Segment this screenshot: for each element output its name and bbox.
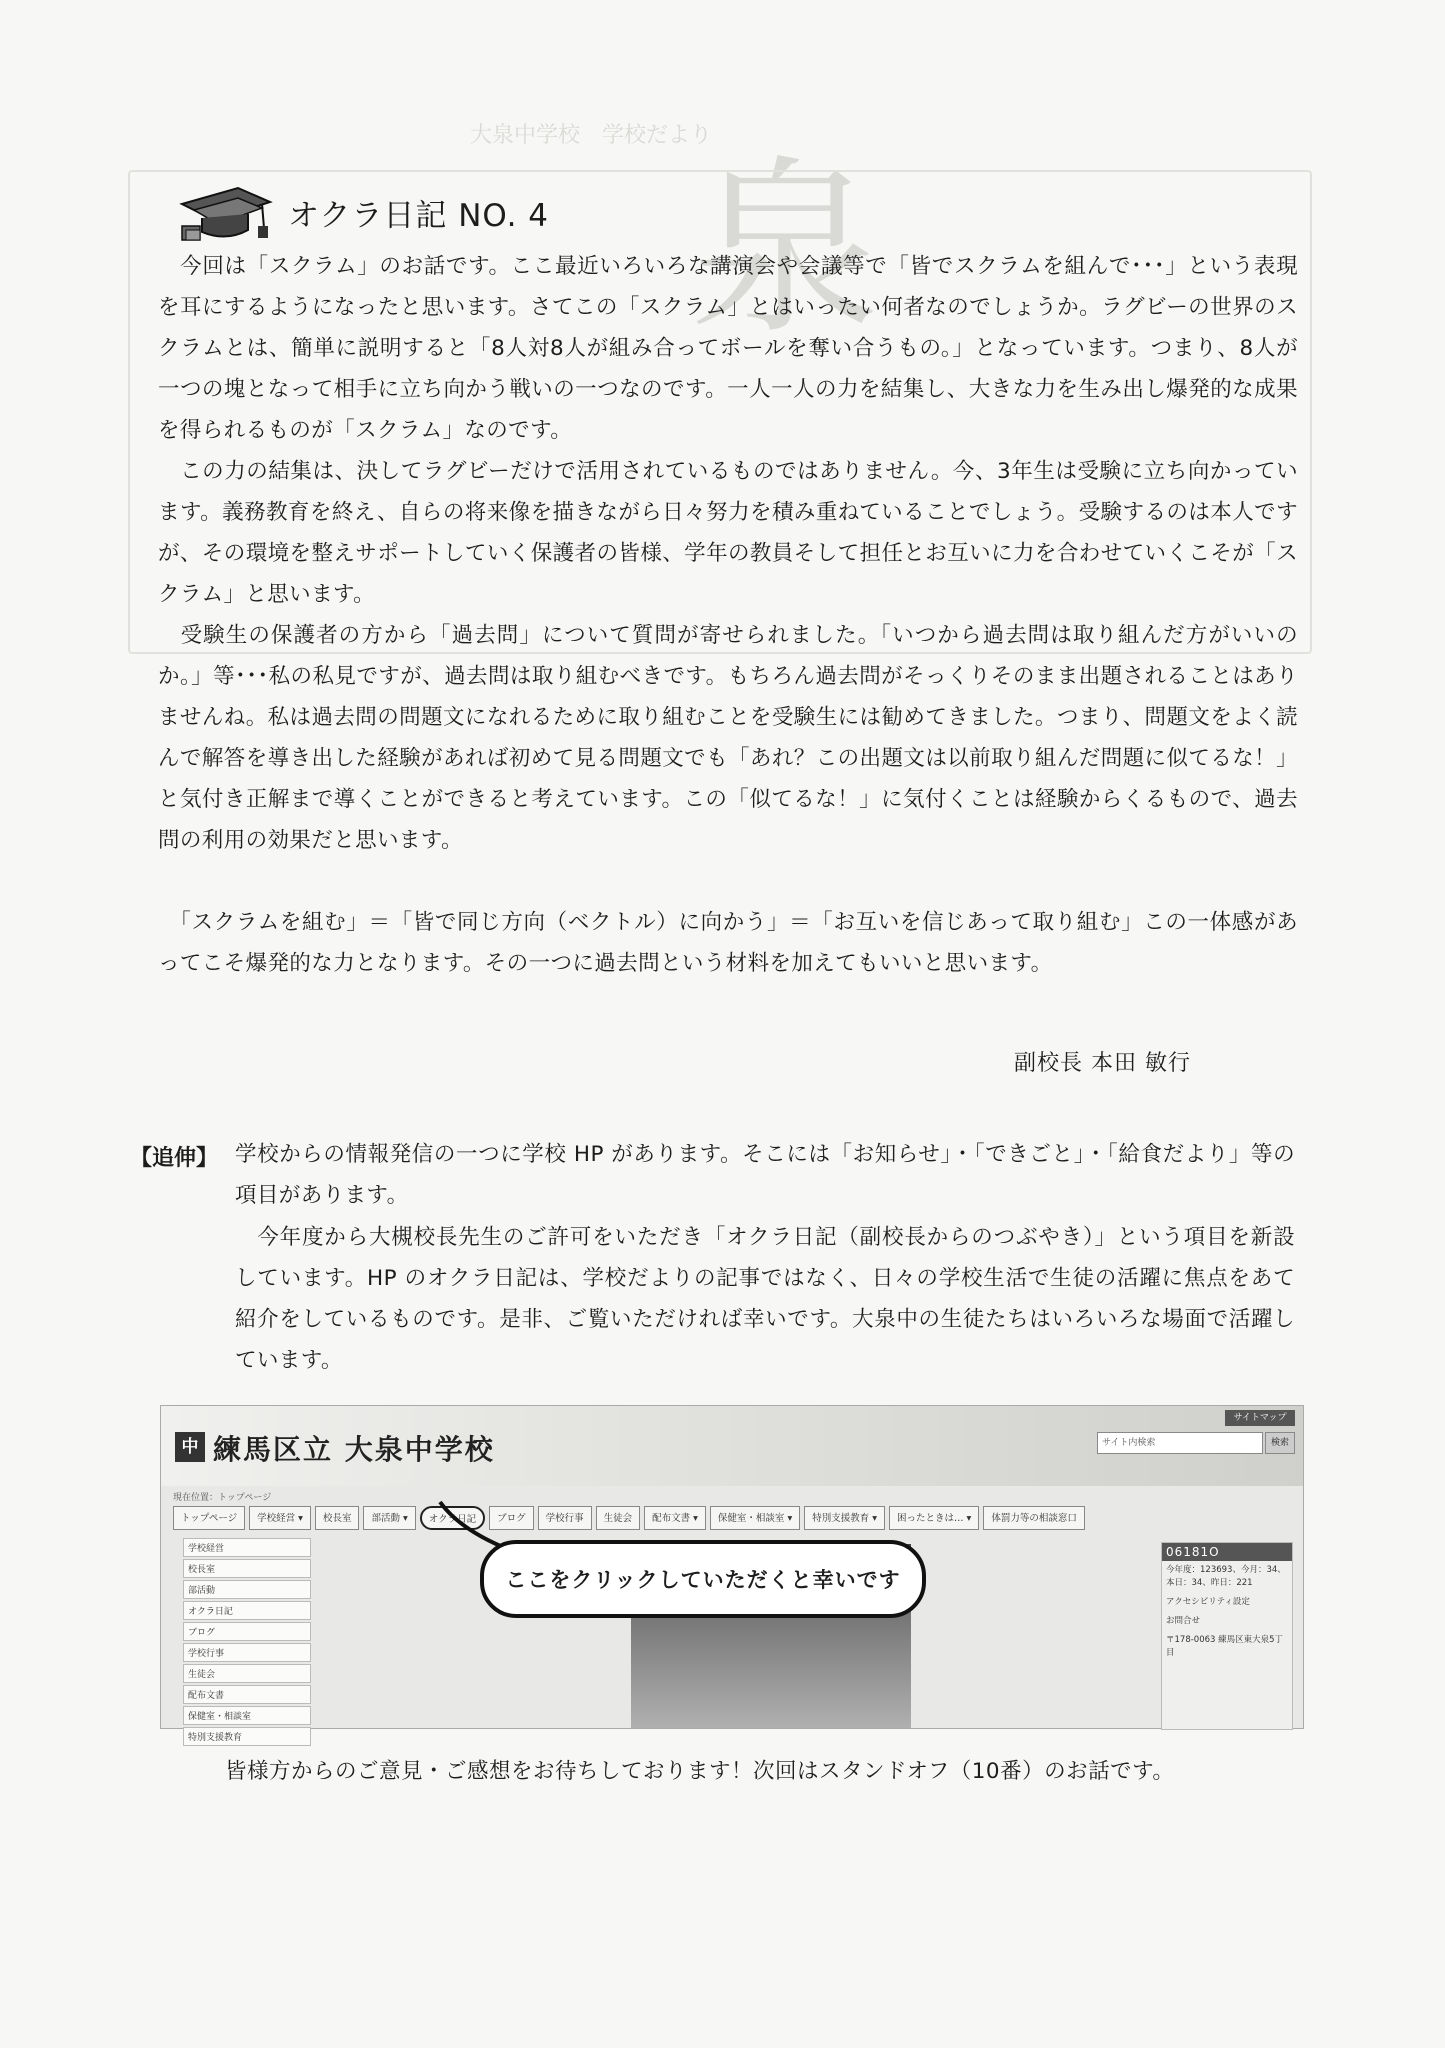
breadcrumb: 現在位置：トップページ bbox=[173, 1493, 272, 1503]
site-sidebar bbox=[183, 1538, 311, 1748]
graduation-cap-icon bbox=[178, 180, 274, 244]
nav-item[interactable]: 困ったときは… ▾ bbox=[889, 1506, 979, 1530]
nav-item[interactable]: トップページ bbox=[173, 1506, 245, 1530]
sidebar-item[interactable]: 生徒会 bbox=[183, 1664, 311, 1683]
nav-item[interactable]: 校長室 bbox=[315, 1506, 360, 1530]
postscript-label: 【追伸】 bbox=[130, 1146, 219, 1171]
site-nav bbox=[173, 1506, 1085, 1530]
paragraph-2: この力の結集は、決してラグビーだけで活用されているものではありません。今、3年生は受験に立ち向かっています。義務教育を終え、自らの将来像を描きながら日々努力を積み重ねていることでしょう。受験するのは本人ですが、その環境を整えサポートしていく保護者の皆様、学年の教員そして担任とお互いに力を合わせていくこそが「スクラム」と思います。 bbox=[158, 459, 1298, 607]
title-row bbox=[178, 180, 549, 244]
signature: 副校長 本田 敏行 bbox=[1014, 1051, 1191, 1076]
callout-bubble: ここをクリックしていただくと幸いです bbox=[480, 1540, 926, 1618]
accessibility-link[interactable]: アクセシビリティ設定 bbox=[1166, 1597, 1250, 1607]
contact-address: 〒178-0063 練馬区東大泉5丁目 bbox=[1166, 1635, 1284, 1658]
sidebar-item[interactable]: 校長室 bbox=[183, 1559, 311, 1578]
nav-item[interactable]: 学校経営 ▾ bbox=[249, 1506, 311, 1530]
site-search-button[interactable]: 検索 bbox=[1265, 1432, 1295, 1454]
school-logo-icon: 中 bbox=[175, 1432, 205, 1462]
postscript-text-1: 学校からの情報発信の一つに学校 HP があります。そこには「お知らせ」・「できごと」・「給食だより」等の項目があります。 bbox=[235, 1142, 1295, 1208]
paragraph-3: 受験生の保護者の方から「過去問」について質問が寄せられました。「いつから過去問は取り組んだ方がいいのか。」等･･･私の私見ですが、過去問は取り組むべきです。もちろん過去問がそっくりそのまま出題されることはありませんね。私は過去問の問題文になれるために取り組むことを受験生には勧めてきました。つまり、問題文をよく読んで解答を導き出した経験があれば初めて見る問題文でも「あれ？この出題文は以前取り組んだ問題に似てるな！」と気付き正解まで導くことができると考えています。この「似てるな！」に気付くことは経験からくるもので、過去問の利用の効果だと思います。 bbox=[158, 623, 1298, 853]
sidebar-item[interactable]: 保健室・相談室 bbox=[183, 1706, 311, 1725]
page-title: オクラ日記 NO. 4 bbox=[288, 197, 549, 234]
nav-item[interactable]: 学校行事 bbox=[538, 1506, 592, 1530]
postscript-text-2: 今年度から大槻校長先生のご許可をいただき「オクラ日記（副校長からのつぶやき）」という項目を新設しています。HP のオクラ日記は、学校だよりの記事ではなく、日々の学校生活で生徒の活躍に焦点をあて紹介をしているものです。是非、ご覧いただければ幸いです。大泉中の生徒たちはいろいろな場面で活躍しています。 bbox=[235, 1225, 1295, 1373]
closing-message: 皆様方からのご意見・ご感想をお待ちしております！次回はスタンドオフ（10番）のお話です。 bbox=[225, 1759, 1175, 1784]
nav-item[interactable]: 体罰力等の相談窓口 bbox=[983, 1506, 1085, 1530]
sidebar-item[interactable]: 部活動 bbox=[183, 1580, 311, 1599]
paragraph-4: 「スクラムを組む」＝「皆で同じ方向（ベクトル）に向かう」＝「お互いを信じあって取り組む」この一体感があってこそ爆発的な力となります。その一つに過去問という材料を加えてもいいと思います。 bbox=[158, 910, 1298, 976]
counter-stats: 今年度：123693、今月：34、本日：34、昨日：221 bbox=[1166, 1565, 1286, 1588]
sidebar-item[interactable]: 学校経営 bbox=[183, 1538, 311, 1557]
paragraph-1: 今回は「スクラム」のお話です。ここ最近いろいろな講演会や会議等で「皆でスクラムを組んで･･･」という表現を耳にするようになったと思います。さてこの「スクラム」とはいったい何者なのでしょうか。ラグビーの世界のスクラムとは、簡単に説明すると「8人対8人が組み合ってボールを奪い合うもの。」となっています。つまり、8人が一つの塊となって相手に立ち向かう戦いの一つなのです。一人一人の力を結集し、大きな力を生み出し爆発的な成果を得られるものが「スクラム」なのです。 bbox=[158, 254, 1298, 443]
nav-item[interactable]: 特別支援教育 ▾ bbox=[804, 1506, 885, 1530]
site-search-input[interactable]: サイト内検索 bbox=[1097, 1432, 1263, 1454]
nav-item[interactable]: 配布文書 ▾ bbox=[644, 1506, 706, 1530]
nav-item[interactable]: ブログ bbox=[489, 1506, 534, 1530]
contact-title: お問合せ bbox=[1166, 1616, 1201, 1626]
nav-item[interactable]: 部活動 ▾ bbox=[363, 1506, 415, 1530]
sitemap-link[interactable]: サイトマップ bbox=[1225, 1410, 1295, 1426]
bleed-through-kanji: 泉 bbox=[690, 139, 881, 360]
sidebar-item[interactable]: 学校行事 bbox=[183, 1643, 311, 1662]
bleed-through-header: 大泉中学校 学校だより bbox=[470, 123, 713, 148]
sidebar-item[interactable]: オクラ日記 bbox=[183, 1601, 311, 1620]
nav-item-okura-diary[interactable]: オクラ日記 bbox=[420, 1506, 485, 1530]
access-counter: 06181O bbox=[1162, 1543, 1292, 1561]
site-school-name: 練馬区立 大泉中学校 bbox=[213, 1433, 495, 1466]
sidebar-item[interactable]: ブログ bbox=[183, 1622, 311, 1641]
nav-item[interactable]: 保健室・相談室 ▾ bbox=[710, 1506, 800, 1530]
site-header bbox=[161, 1406, 1303, 1486]
sidebar-item[interactable]: 配布文書 bbox=[183, 1685, 311, 1704]
nav-item[interactable]: 生徒会 bbox=[596, 1506, 641, 1530]
sidebar-item[interactable]: 特別支援教育 bbox=[183, 1727, 311, 1746]
site-right-panel bbox=[1161, 1542, 1293, 1730]
